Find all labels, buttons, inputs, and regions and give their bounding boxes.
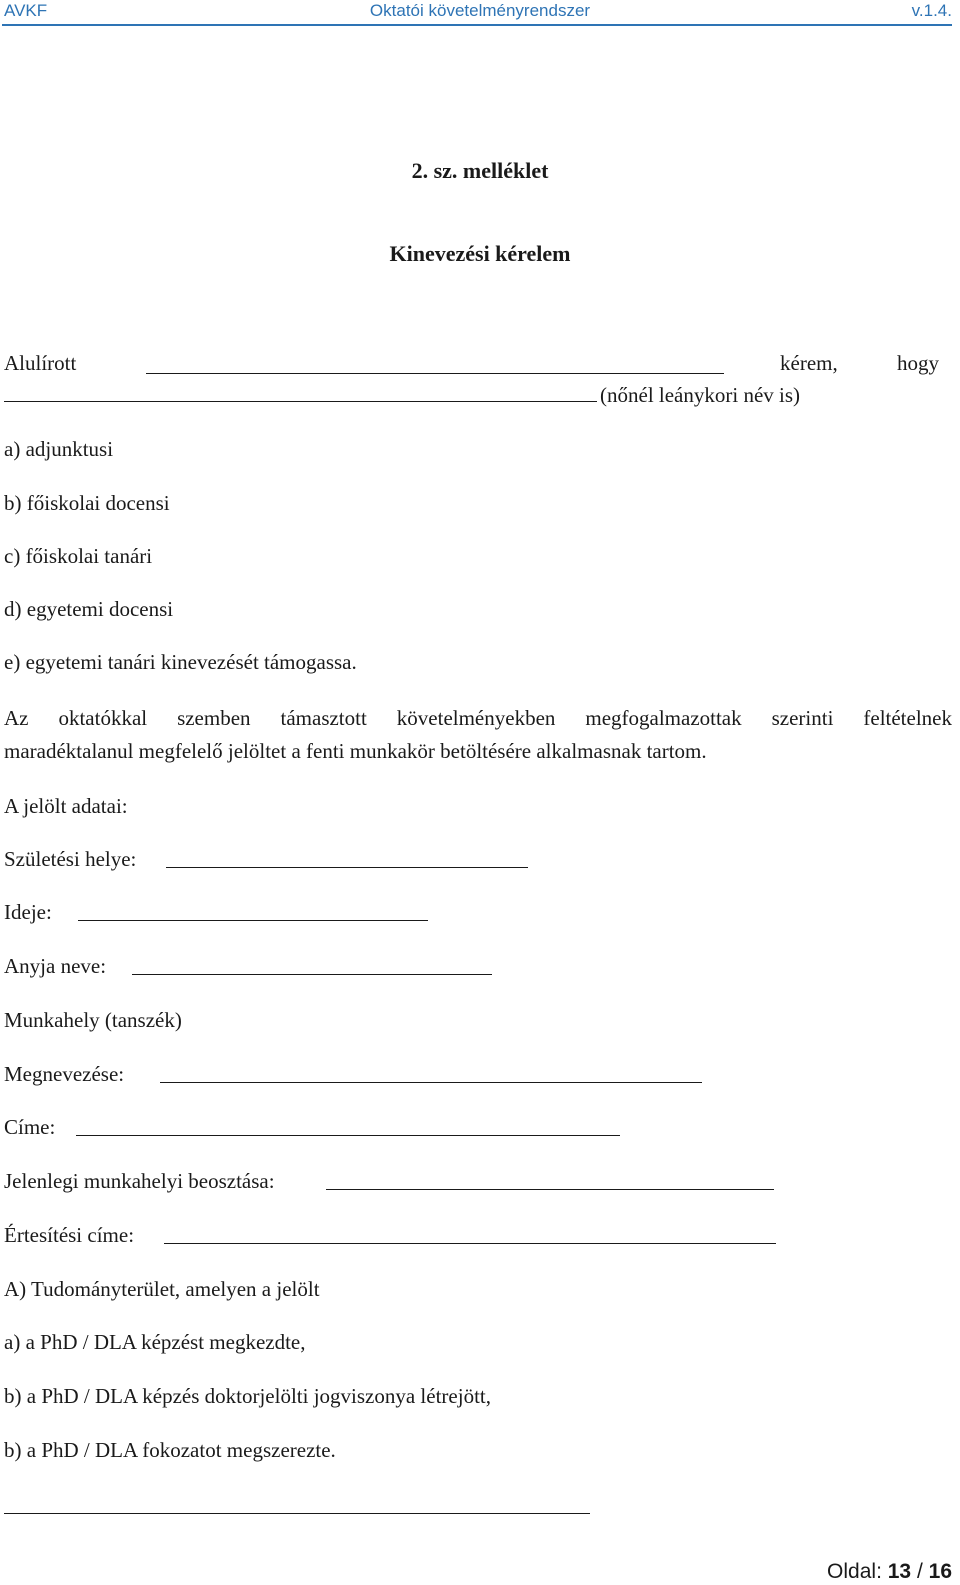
maiden-name-blank-line[interactable] xyxy=(4,401,597,402)
science-field-label: A) Tudományterület, amelyen a jelölt xyxy=(4,1277,320,1301)
notification-address-label: Értesítési címe: xyxy=(4,1223,135,1247)
footer-label: Oldal: xyxy=(827,1560,882,1583)
position-item: c) főiskolai tanári xyxy=(4,544,153,568)
page-footer xyxy=(827,1560,952,1584)
phd-item: b) a PhD / DLA képzés doktorjelölti jogviszonya létrejött, xyxy=(4,1384,491,1408)
header-rule xyxy=(2,24,952,26)
header-document-title: Oktatói követelményrendszer xyxy=(369,1,591,20)
intro-hogy: hogy xyxy=(897,351,939,375)
date-blank-line[interactable] xyxy=(78,920,428,921)
maiden-name-note: (nőnél leánykori név is) xyxy=(600,383,801,407)
address-blank-line[interactable] xyxy=(76,1135,620,1136)
phd-item: a) a PhD / DLA képzést megkezdte, xyxy=(4,1330,306,1354)
footer-current-page: 13 xyxy=(887,1560,912,1583)
mother-name-blank-line[interactable] xyxy=(132,974,492,975)
name-blank-line[interactable] xyxy=(146,373,724,374)
signature-blank-line[interactable] xyxy=(4,1513,590,1514)
statement-line-1: Az oktatókkal szemben támasztott követelményekben megfogalmazottak szerinti feltételnek xyxy=(4,706,952,730)
notification-address-blank-line[interactable] xyxy=(164,1243,776,1244)
workplace-name-blank-line[interactable] xyxy=(160,1082,702,1083)
form-title: Kinevezési kérelem xyxy=(389,241,571,266)
intro-kerem: kérem, xyxy=(780,351,838,375)
birthplace-label: Születési helye: xyxy=(4,847,137,871)
position-item: e) egyetemi tanári kinevezését támogassa. xyxy=(4,650,357,674)
header-version: v.1.4. xyxy=(911,1,952,20)
position-item: b) főiskolai docensi xyxy=(4,491,170,515)
position-item: a) adjunktusi xyxy=(4,437,114,461)
workplace-name-label: Megnevezése: xyxy=(4,1062,125,1086)
current-position-label: Jelenlegi munkahelyi beosztása: xyxy=(4,1169,275,1193)
current-position-blank-line[interactable] xyxy=(326,1189,774,1190)
annex-title: 2. sz. melléklet xyxy=(411,158,549,183)
position-item: d) egyetemi docensi xyxy=(4,597,174,621)
page-header xyxy=(0,0,960,26)
phd-item: b) a PhD / DLA fokozatot megszerezte. xyxy=(4,1438,336,1462)
mother-name-label: Anyja neve: xyxy=(4,954,107,978)
candidate-data-label: A jelölt adatai: xyxy=(4,794,128,818)
footer-separator: / xyxy=(916,1560,923,1583)
address-label: Címe: xyxy=(4,1115,56,1139)
statement-line-2: maradéktalanul megfelelő jelöltet a fenti munkakör betöltésére alkalmasnak tartom. xyxy=(4,739,707,763)
header-org: AVKF xyxy=(4,1,48,20)
intro-alulirott: Alulírott xyxy=(4,351,77,375)
birthplace-blank-line[interactable] xyxy=(166,867,528,868)
workplace-label: Munkahely (tanszék) xyxy=(4,1008,182,1032)
date-label: Ideje: xyxy=(4,900,52,924)
footer-total-pages: 16 xyxy=(928,1560,952,1583)
